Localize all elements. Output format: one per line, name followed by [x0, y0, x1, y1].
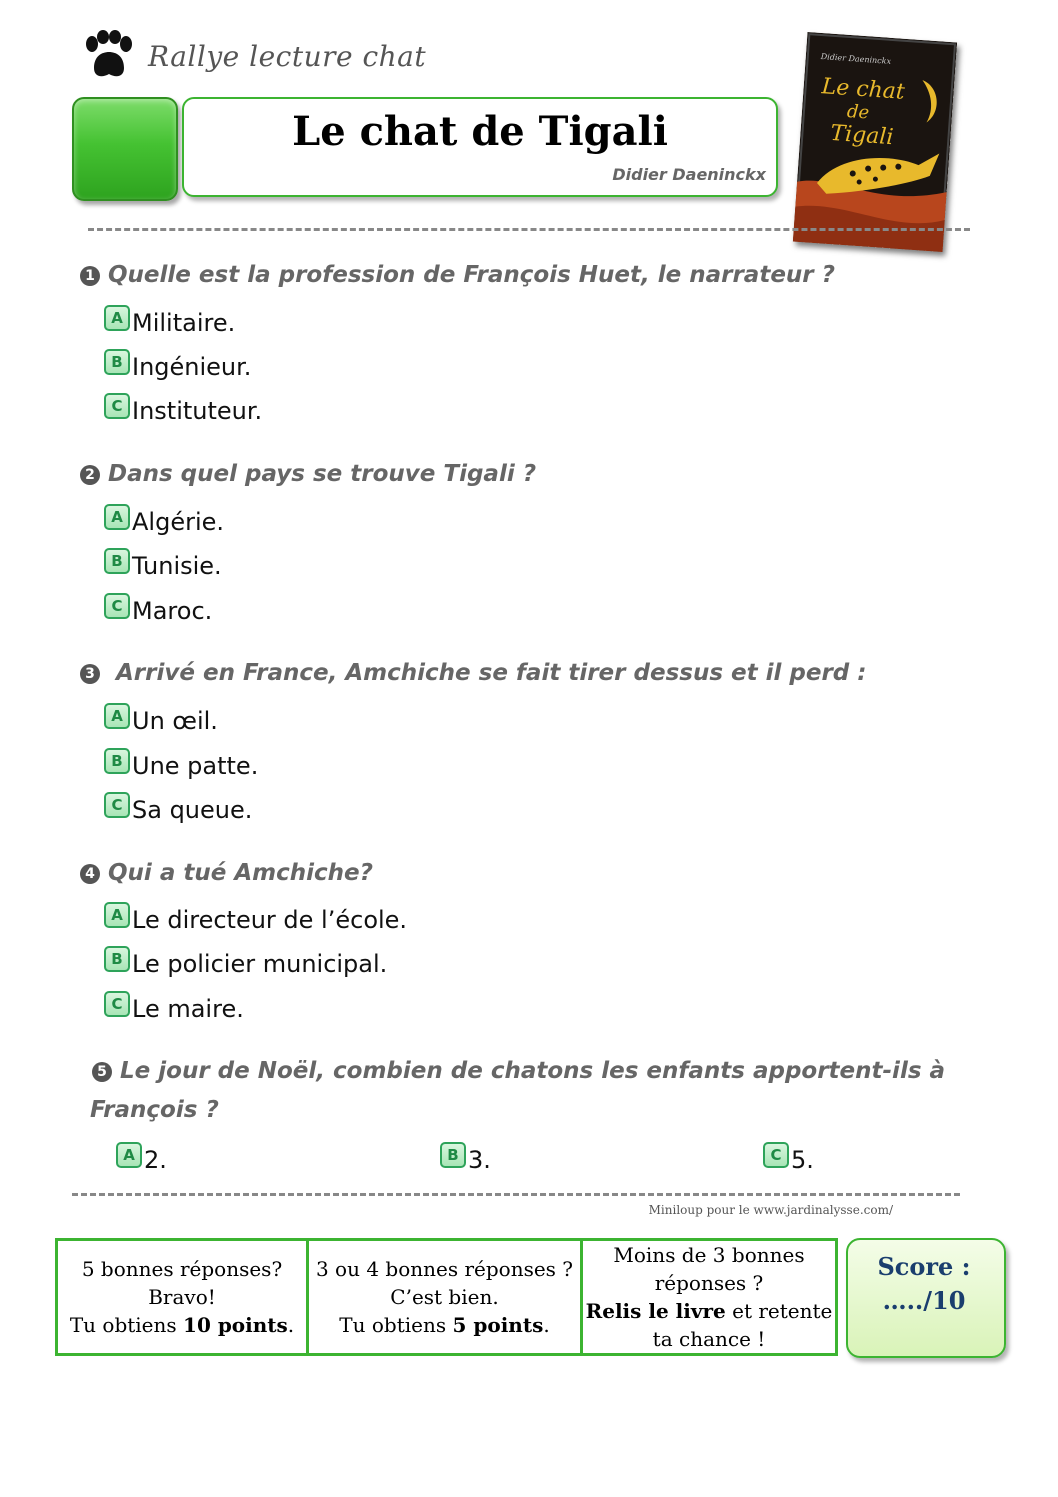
cell-line: ta chance !	[652, 1327, 766, 1351]
question-number: 5	[92, 1062, 112, 1082]
option-badge: B	[104, 748, 130, 774]
question-5	[92, 1058, 972, 1084]
scoring-table	[55, 1238, 838, 1356]
scoring-cell-high	[58, 1241, 306, 1353]
book-title: Le chat de Tigali	[292, 108, 668, 155]
cell-line: C’est bien.	[390, 1285, 499, 1309]
option-badge: C	[763, 1142, 789, 1168]
cell-line: Relis le livre et retente	[585, 1299, 833, 1323]
option-badge: B	[440, 1142, 466, 1168]
option-badge: C	[104, 593, 130, 619]
option-text: Une patte.	[132, 752, 259, 780]
answer-option[interactable]	[104, 393, 262, 425]
cell-line: Tu obtiens 10 points.	[69, 1313, 295, 1337]
option-text: Algérie.	[132, 508, 225, 536]
answer-option[interactable]	[116, 1142, 167, 1174]
question-4	[80, 860, 373, 886]
option-badge: C	[104, 792, 130, 818]
option-badge: C	[104, 991, 130, 1017]
option-text: Tunisie.	[132, 552, 222, 580]
cover-title-line3: Tigali	[829, 120, 895, 151]
cell-line: Bravo!	[148, 1285, 216, 1309]
question-text: Dans quel pays se trouve Tigali ?	[108, 461, 537, 487]
option-badge: A	[116, 1142, 142, 1168]
answer-option[interactable]	[104, 703, 218, 735]
question-number: 4	[80, 864, 100, 884]
score-label: Score :	[877, 1252, 971, 1281]
option-text: Sa queue.	[132, 796, 253, 824]
question-text: Le jour de Noël, combien de chatons les enfants apportent-ils à	[120, 1058, 946, 1084]
answer-option[interactable]	[104, 349, 251, 381]
question-2	[80, 461, 536, 487]
scoring-cell-mid	[306, 1241, 580, 1353]
cover-title-line2: de	[846, 101, 870, 124]
option-text: Le maire.	[132, 995, 244, 1023]
cell-line: 5 bonnes réponses?	[81, 1257, 283, 1281]
option-text: Un œil.	[132, 707, 218, 735]
answer-option[interactable]	[104, 946, 387, 978]
question-text: Qui a tué Amchiche?	[108, 860, 373, 886]
book-cover-image	[793, 32, 957, 252]
answer-option[interactable]	[104, 902, 407, 934]
question-3	[80, 660, 866, 686]
option-text: Instituteur.	[132, 397, 263, 425]
answer-option[interactable]	[440, 1142, 491, 1174]
question-text: Quelle est la profession de François Huet, le narrateur ?	[108, 262, 835, 288]
cover-title-line1: Le chat	[820, 74, 906, 105]
option-text: 2.	[144, 1146, 167, 1174]
credit-text: Miniloup pour le www.jardinalysse.com/	[648, 1203, 893, 1217]
paw-icon	[80, 30, 136, 80]
answer-option[interactable]	[104, 593, 212, 625]
answer-option[interactable]	[104, 305, 235, 337]
option-badge: C	[104, 393, 130, 419]
option-badge: A	[104, 703, 130, 729]
option-text: Maroc.	[132, 597, 213, 625]
option-text: Militaire.	[132, 309, 236, 337]
question-5-line2: François ?	[90, 1097, 219, 1123]
cover-author: Didier Daeninckx	[820, 52, 892, 66]
score-text	[846, 1250, 1002, 1318]
option-badge: B	[104, 946, 130, 972]
book-author: Didier Daeninckx	[612, 165, 766, 184]
answer-option[interactable]	[104, 504, 224, 536]
scoring-cell-low	[580, 1241, 835, 1353]
option-text: Le directeur de l’école.	[132, 906, 408, 934]
answer-option[interactable]	[104, 548, 222, 580]
option-text: Ingénieur.	[132, 353, 252, 381]
question-number: 2	[80, 465, 100, 485]
question-number: 3	[80, 664, 100, 684]
question-number: 1	[80, 266, 100, 286]
option-text: Le policier municipal.	[132, 950, 388, 978]
divider-bottom	[72, 1193, 960, 1196]
answer-option[interactable]	[104, 991, 244, 1023]
cell-line: 3 ou 4 bonnes réponses ?	[315, 1257, 574, 1281]
option-badge: A	[104, 902, 130, 928]
question-text: Arrivé en France, Amchiche se fait tirer dessus et il perd :	[108, 660, 867, 686]
cell-line: réponses ?	[654, 1271, 764, 1295]
option-text: 3.	[468, 1146, 491, 1174]
cell-line: Moins de 3 bonnes	[613, 1243, 805, 1267]
divider-top	[88, 228, 970, 231]
answer-option[interactable]	[104, 748, 258, 780]
score-value: …../10	[882, 1286, 966, 1315]
cell-line: Tu obtiens 5 points.	[339, 1313, 550, 1337]
option-badge: B	[104, 548, 130, 574]
option-badge: B	[104, 349, 130, 375]
answer-option[interactable]	[763, 1142, 814, 1174]
question-1	[80, 262, 835, 288]
option-badge: A	[104, 305, 130, 331]
option-badge: A	[104, 504, 130, 530]
answer-option[interactable]	[104, 792, 252, 824]
decorative-green-block	[72, 97, 178, 201]
option-text: 5.	[791, 1146, 814, 1174]
series-label: Rallye lecture chat	[148, 40, 427, 73]
